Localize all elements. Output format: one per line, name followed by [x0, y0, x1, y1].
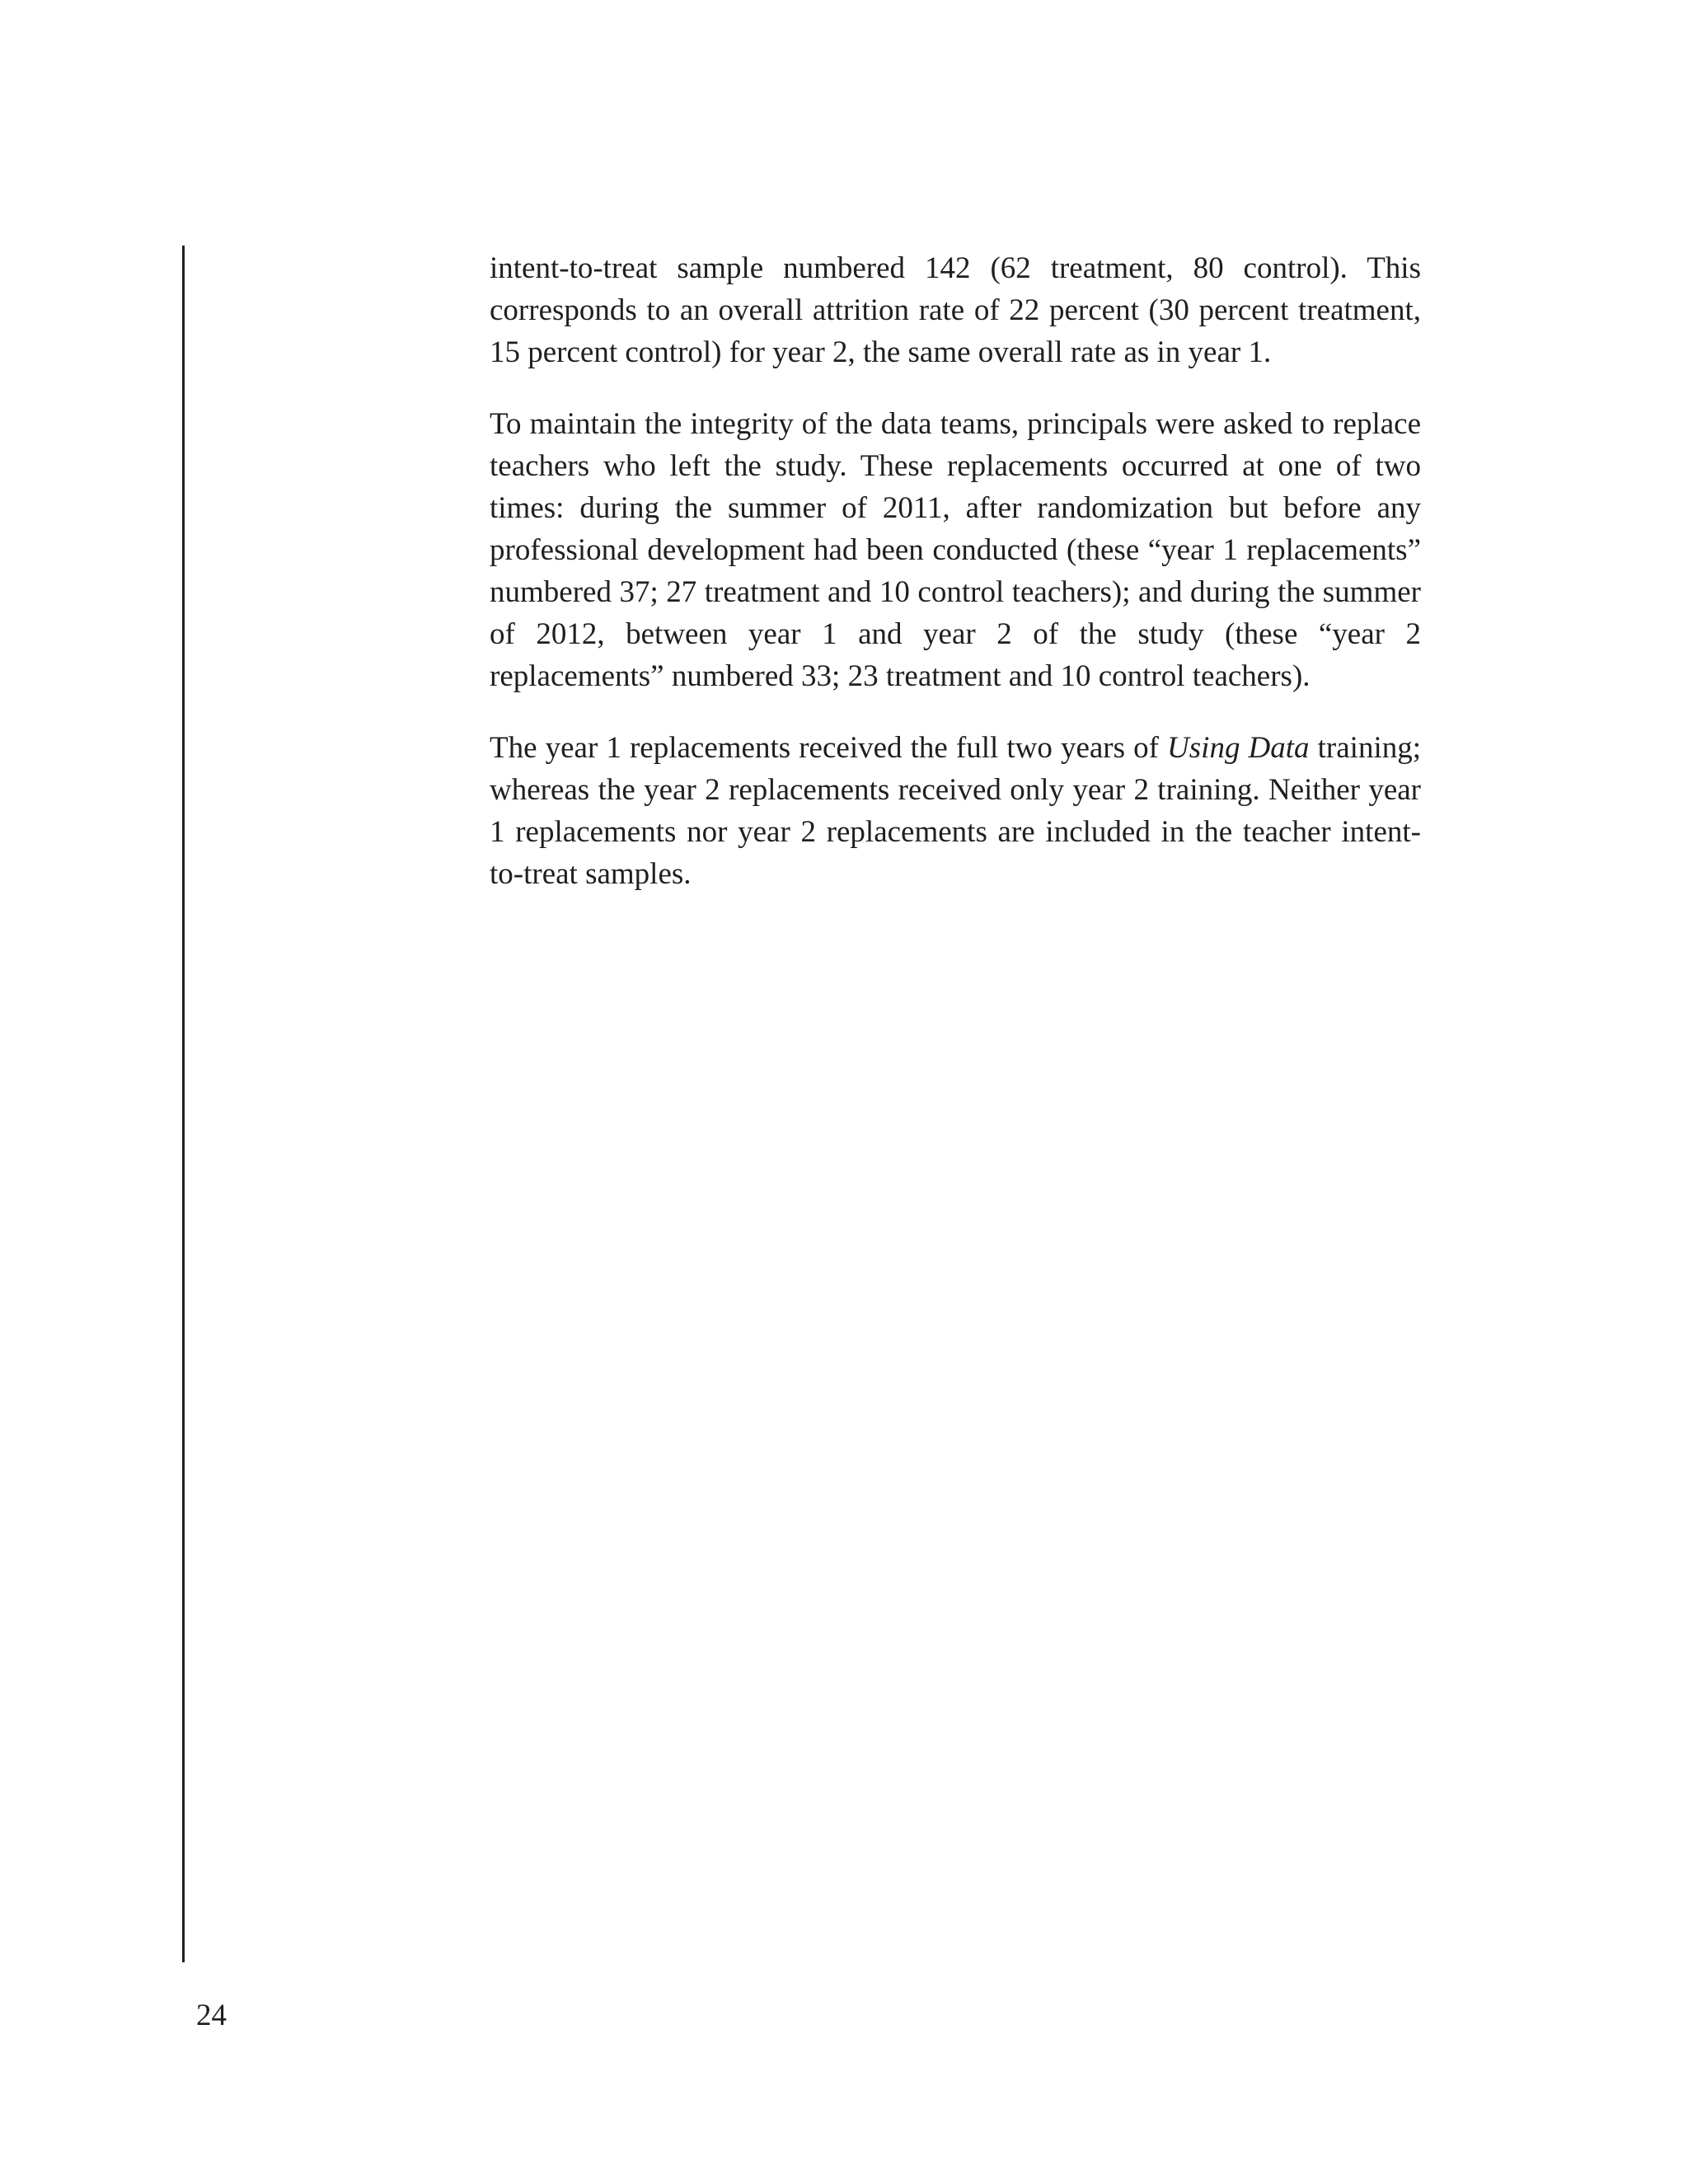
paragraph-training-start: The year 1 replacements received the full two years of [490, 731, 1168, 765]
paragraph-attrition: intent-to-treat sample numbered 142 (62 treatment, 80 control). This corresponds to an overall attrition rate of 22 percent (30 percent treatment, 15 percent control) for year 2, the same overall rate as in year 1. [490, 251, 1421, 369]
paragraph-training-end: training; whereas the year 2 replacements received only year 2 training. Neither year 1 replacements nor year 2 replacements are included in the teacher intent-to-treat samples. [490, 731, 1422, 891]
body-text [490, 247, 1421, 925]
paragraph-training [490, 727, 1421, 895]
paragraph-replacements: To maintain the integrity of the data teams, principals were asked to replace teachers who left the study. These replacements occurred at one of two times: during the summer of 2011, after randomization but before any professional development had been conducted (these “year 1 replacements” numbered 37; 27 treatment and 10 control teachers); and during the summer of 2012, between year 1 and year 2 of the study (these “year 2 replacements” numbered 33; 23 treatment and 10 control teachers). [490, 407, 1421, 693]
margin-rule [182, 246, 185, 1962]
using-data-title: Using Data [1167, 731, 1310, 765]
page-number: 24 [196, 1999, 227, 2032]
